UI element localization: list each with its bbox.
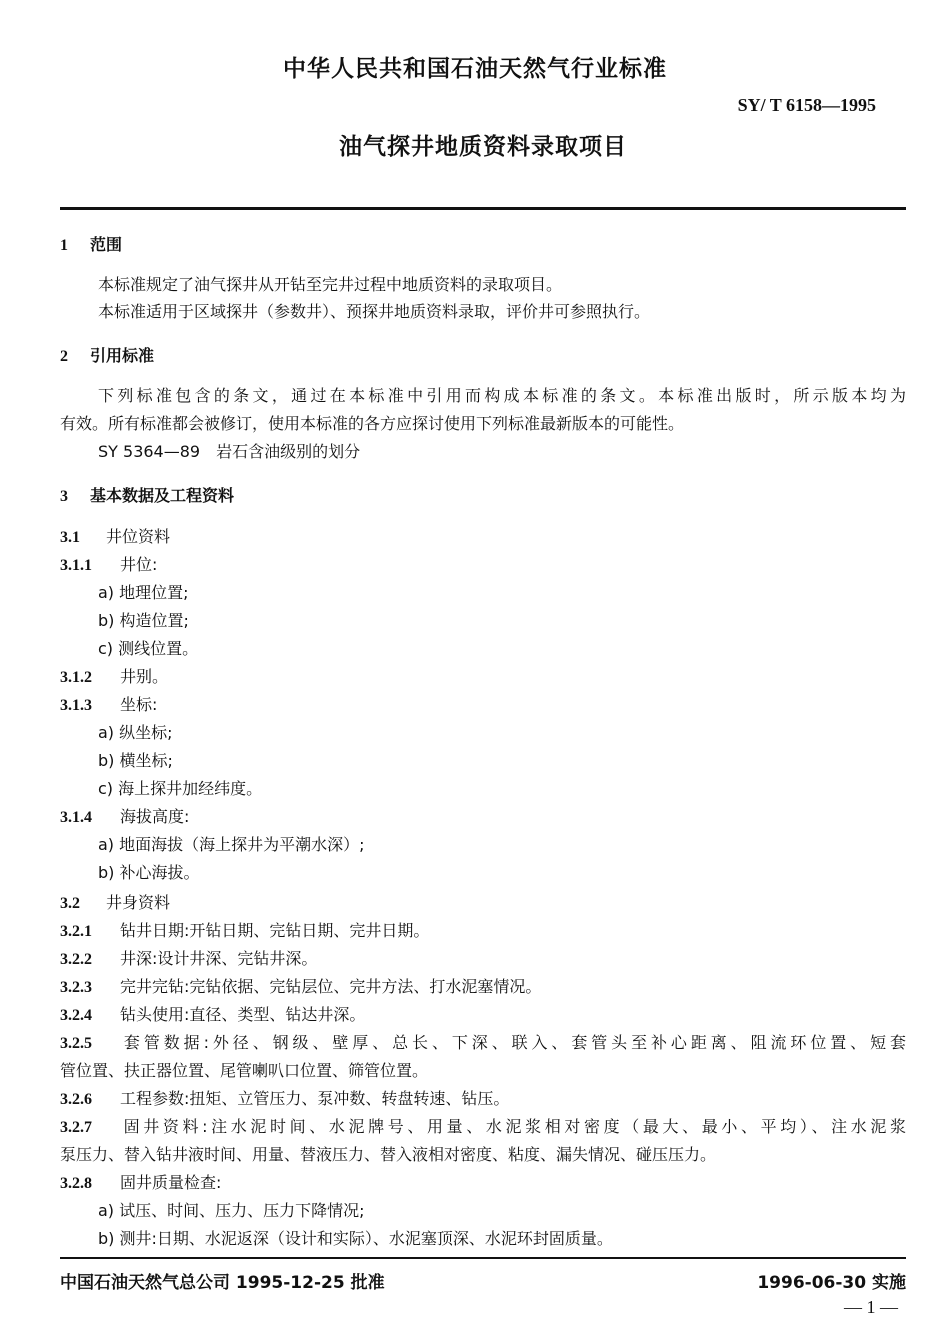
page-number: — 1 — (844, 1297, 898, 1317)
section-title: 引用标准 (90, 346, 155, 365)
list-item: a) 纵坐标; (98, 723, 173, 742)
clause-3-2 (60, 891, 170, 916)
clause-number: 3.1.4 (60, 809, 92, 826)
clause-3-2-6 (60, 1087, 509, 1112)
clause-number: 3.1 (60, 529, 80, 546)
clause-title: 坐标: (120, 695, 158, 714)
paragraph: 本标准规定了油气探井从开钻至完井过程中地质资料的录取项目。 (98, 275, 563, 294)
paragraph: 本标准适用于区域探井（参数井）、预探井地质资料录取，评价井可参照执行。 (98, 302, 651, 321)
approval-line: 中国石油天然气总公司 1995-12-25 批准 (60, 1273, 385, 1293)
clause-number: 3.1.1 (60, 557, 92, 574)
section-3-heading (60, 484, 234, 509)
clause-title: 井位资料 (106, 527, 171, 546)
clause-number: 3.2.5 (60, 1035, 92, 1052)
clause-3-1 (60, 525, 170, 550)
clause-text: 工程参数:扭矩、立管压力、泵冲数、转盘转速、钻压。 (120, 1089, 510, 1108)
list-item: c) 海上探井加经纬度。 (98, 779, 263, 798)
section-title: 范围 (90, 235, 123, 254)
clause-number: 3.2.6 (60, 1091, 92, 1108)
list-item: a) 试压、时间、压力、压力下降情况; (98, 1201, 365, 1220)
clause-continuation: 管位置、扶正器位置、尾管喇叭口位置、筛管位置。 (60, 1061, 429, 1080)
clause-number: 3.2.7 (60, 1119, 92, 1136)
clause-3-2-5 (60, 1031, 906, 1056)
clause-3-2-4 (60, 1003, 365, 1028)
clause-3-1-4 (60, 805, 189, 830)
clause-text: 钻头使用:直径、类型、钻达井深。 (120, 1005, 366, 1024)
clause-number: 3.2.1 (60, 923, 92, 940)
clause-number: 3.2.3 (60, 979, 92, 996)
paragraph: 下列标准包含的条文，通过在本标准中引用而构成本标准的条文。本标准出版时，所示版本均为 (98, 386, 906, 405)
clause-title: 井身资料 (106, 893, 171, 912)
org-title: 中华人民共和国石油天然气行业标准 (283, 56, 667, 82)
section-number: 3 (60, 488, 68, 505)
clause-3-1-2 (60, 665, 168, 690)
list-item: b) 补心海拔。 (98, 863, 200, 882)
clause-text: 固井资料:注水泥时间、水泥牌号、用量、水泥浆相对密度（最大、最小、平均）、注水泥浆 (120, 1117, 906, 1136)
clause-3-1-3 (60, 693, 157, 718)
document-title: 油气探井地质资料录取项目 (339, 134, 627, 160)
clause-title: 固井质量检查: (120, 1173, 222, 1192)
clause-title: 海拔高度: (120, 807, 190, 826)
clause-number: 3.1.2 (60, 669, 92, 686)
clause-number: 3.2 (60, 895, 80, 912)
clause-number: 3.2.8 (60, 1175, 92, 1192)
clause-continuation: 泵压力、替入钻井液时间、用量、替液压力、替入液相对密度、粘度、漏失情况、碰压压力。 (60, 1145, 717, 1164)
bottom-divider (60, 1257, 906, 1259)
clause-3-2-3 (60, 975, 541, 1000)
paragraph: 有效。所有标准都会被修订，使用本标准的各方应探讨使用下列标准最新版本的可能性。 (60, 414, 685, 433)
clause-3-2-8 (60, 1171, 221, 1196)
list-item: b) 测井:日期、水泥返深（设计和实际）、水泥塞顶深、水泥环封固质量。 (98, 1229, 613, 1248)
standard-code: SY/ T 6158—1995 (737, 95, 876, 115)
clause-text: 套管数据:外径、钢级、壁厚、总长、下深、联入、套管头至补心距离、阻流环位置、短套 (120, 1033, 906, 1052)
clause-text: 完井完钻:完钻依据、完钻层位、完井方法、打水泥塞情况。 (120, 977, 542, 996)
list-item: b) 构造位置; (98, 611, 189, 630)
clause-title: 井别。 (120, 667, 169, 686)
list-item: a) 地面海拔（海上探井为平潮水深）; (98, 835, 365, 854)
clause-3-2-7 (60, 1115, 906, 1140)
section-1-heading (60, 233, 122, 258)
effective-date: 1996-06-30 实施 (757, 1273, 906, 1293)
section-2-heading (60, 344, 154, 369)
clause-text: 井深:设计井深、完钻井深。 (120, 949, 318, 968)
clause-title: 井位: (120, 555, 158, 574)
clause-text: 钻井日期:开钻日期、完钻日期、完井日期。 (120, 921, 430, 940)
clause-3-1-1 (60, 553, 157, 578)
clause-3-2-1 (60, 919, 429, 944)
clause-number: 3.2.2 (60, 951, 92, 968)
section-number: 1 (60, 237, 68, 254)
section-number: 2 (60, 348, 68, 365)
clause-3-2-2 (60, 947, 317, 972)
list-item: c) 测线位置。 (98, 639, 199, 658)
top-divider (60, 207, 906, 210)
clause-number: 3.2.4 (60, 1007, 92, 1024)
list-item: a) 地理位置; (98, 583, 189, 602)
clause-number: 3.1.3 (60, 697, 92, 714)
section-title: 基本数据及工程资料 (90, 486, 235, 505)
list-item: b) 横坐标; (98, 751, 173, 770)
referenced-standard: SY 5364—89 岩石含油级别的划分 (98, 442, 361, 461)
